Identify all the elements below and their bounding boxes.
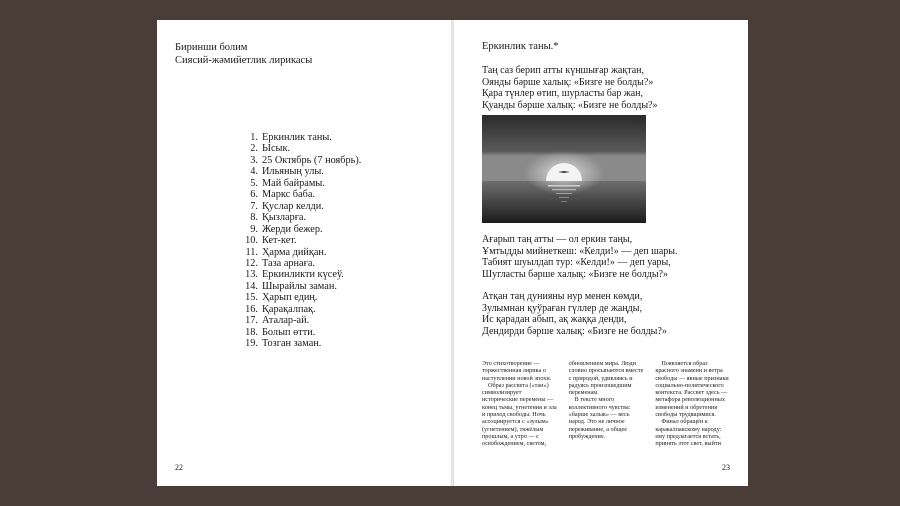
poem-line: Дендирди бәрше халық: «Бизге не болды?» <box>482 325 667 337</box>
toc-item-number: 7. <box>250 200 258 212</box>
toc-item-title: 25 Октябрь (7 ноябрь). <box>262 154 362 166</box>
toc-item-number: 8. <box>250 212 258 224</box>
toc-item-title: Кет-кет. <box>262 235 297 247</box>
toc-item-number: 3. <box>250 154 258 166</box>
poem-line: Оянды бәрше халық: «Бизге не болды?» <box>482 76 654 88</box>
toc-item-number: 14. <box>245 280 258 292</box>
poem-line: Табият шуылдап тур: «Келди!» — деп уары, <box>482 257 671 268</box>
poem-stanza-1 <box>482 65 657 111</box>
section-title-line1: Биринши болим <box>175 42 248 53</box>
toc-item-title: Еркинлик таны. <box>262 132 332 143</box>
toc-item <box>225 315 361 326</box>
toc-item-title: Қызларға. <box>262 212 307 224</box>
commentary-paragraph: Образ рассвета («тан») символизирует исторические перемены — конец тьмы, угнетения и зла и приход свободы. Ночь ассоциируется с «зулым» (угнетением), тяжёлым прошлым, а утро — с освобождением, светом, обновлением мира. Люди словно просыпаются вместе с природой, удивляясь и радуясь произошедшим переменам. <box>482 360 644 448</box>
poem-line: Зулымнан қуўраған гүллер де жаңды, <box>482 302 642 314</box>
toc-item-number: 9. <box>250 223 258 235</box>
toc-item-number: 6. <box>250 189 258 201</box>
page-number-right: 23 <box>722 463 730 472</box>
toc-item <box>225 258 361 269</box>
toc-item-title: Ҳарма дийқан. <box>262 246 327 258</box>
sunset-photo <box>482 115 646 223</box>
toc-item-number: 5. <box>250 177 258 189</box>
toc-item-number: 18. <box>245 326 258 338</box>
toc-item-title: Таза арнаға. <box>262 257 315 269</box>
poem-line: Ұмтыдды мийнеткеш: «Келди!» — деп шары. <box>482 245 678 257</box>
toc-item-number: 10. <box>245 235 258 247</box>
left-page <box>157 20 451 486</box>
poem-title: Еркинлик таны.* <box>482 41 559 52</box>
toc-item-title: Қарақалпақ. <box>262 303 316 315</box>
commentary-paragraph: Появляется образ красного знамени и ветра свободы — явные признаки социально-политического контекста. Рассвет здесь — метафора революционных изменений и обретения свободы трудящимися. <box>655 360 729 419</box>
toc-item-title: Еркинликти күсеў. <box>262 269 344 281</box>
poem-line: Қуанды бәрше халық: «Бизге не болды?» <box>482 99 658 111</box>
toc-item <box>225 212 361 223</box>
toc-item <box>225 281 361 292</box>
toc-item <box>225 235 361 246</box>
toc-item-number: 13. <box>245 269 258 281</box>
toc-item <box>225 292 361 303</box>
toc-item <box>225 201 361 212</box>
toc-item <box>225 155 361 166</box>
poem-line: Шугласты бәрше халық: «Бизге не болды?» <box>482 268 668 280</box>
poem-stanza-3 <box>482 291 667 337</box>
poem-stanza-2 <box>482 234 677 280</box>
toc-item-number: 15. <box>245 292 258 304</box>
toc-item-number: 17. <box>245 315 258 327</box>
toc-item <box>225 132 361 143</box>
toc-item-number: 4. <box>250 166 258 178</box>
toc-item <box>225 178 361 189</box>
toc-item-number: 11. <box>245 246 258 258</box>
poem-line: Ис қарадан абып, ақ жаққа денди, <box>482 314 627 325</box>
section-title <box>175 41 312 67</box>
toc-item-title: Ысык. <box>262 143 291 155</box>
toc-item-number: 1. <box>250 132 258 143</box>
toc-item <box>225 304 361 315</box>
toc-item <box>225 189 361 200</box>
poem-line: Таң саз берип атты күншығар жақтан, <box>482 65 644 76</box>
commentary-text <box>482 360 732 460</box>
toc-item-title: Шырайлы заман. <box>262 280 337 292</box>
commentary-paragraph: Это стихотворение — торжественная лирика о наступлении новой эпохи. <box>482 360 552 382</box>
toc-item-title: Болып өтти. <box>262 326 316 338</box>
poem-line: Атқан таң дунияны нур менен көмди, <box>482 291 643 302</box>
toc-item <box>225 327 361 338</box>
poem-line: Қара түнлер өтип, шурласты бар жан, <box>482 88 644 99</box>
toc-item <box>225 143 361 154</box>
book-spread <box>157 20 748 486</box>
toc-item-title: Тозган заман. <box>262 338 322 350</box>
toc-item-title: Маркс баба. <box>262 189 315 201</box>
toc-item <box>225 166 361 177</box>
toc-item-title: Ильяның улы. <box>262 166 324 178</box>
page-number-left: 22 <box>175 463 183 472</box>
toc-item <box>225 269 361 280</box>
right-page <box>454 20 748 486</box>
toc-item-title: Қуслар келди. <box>262 200 324 212</box>
toc-item-title: Жерди бежер. <box>262 223 323 235</box>
toc-item <box>225 338 361 349</box>
toc-item-title: Аталар-ай. <box>262 315 310 327</box>
poem-line: Ағарып таң атты — ол еркин таңы, <box>482 234 633 245</box>
toc-item-number: 12. <box>245 257 258 269</box>
toc-item-number: 19. <box>245 338 258 350</box>
table-of-contents <box>225 132 361 350</box>
commentary-paragraph: В тексте много коллективного чувства: «барше халык» — весь народ. Это не личное переживание, а общее пробуждение. <box>568 396 631 440</box>
toc-item-title: Май байрамы. <box>262 177 325 189</box>
toc-item-title: Ҳарып едиң. <box>262 292 318 304</box>
toc-item <box>225 247 361 258</box>
section-title-line2: Сиясий-жәмийетлик лирикасы <box>175 55 313 66</box>
commentary-paragraph: Финал обращён к каракалпакскому народу: ему предлагается встать, принять этот свет, выйти <box>655 418 722 448</box>
toc-item <box>225 224 361 235</box>
toc-item-number: 2. <box>250 143 258 155</box>
toc-item-number: 16. <box>245 303 258 315</box>
